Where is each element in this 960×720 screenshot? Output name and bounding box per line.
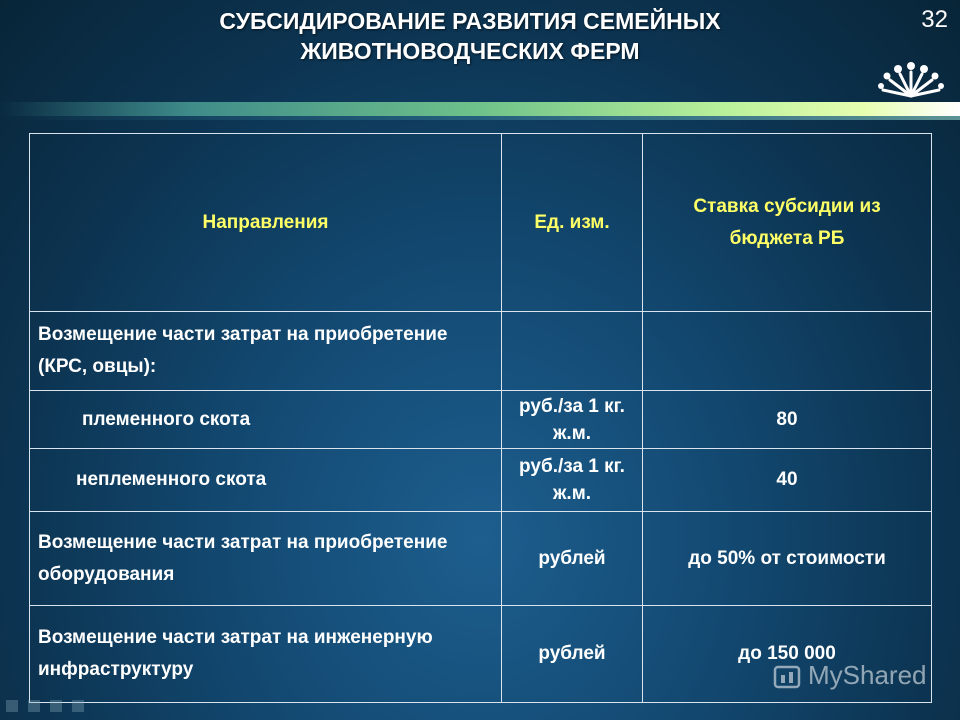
- row-rate: 80: [643, 391, 932, 449]
- slide-number: 32: [921, 6, 948, 33]
- header-rate: Ставка субсидии из бюджета РБ: [643, 134, 932, 312]
- row-unit: руб./за 1 кг. ж.м.: [502, 391, 643, 449]
- slide-title-line2: ЖИВОТНОВОДЧЕСКИХ ФЕРМ: [300, 38, 640, 64]
- header-divider-shadow: [0, 116, 960, 120]
- table-row: [30, 312, 932, 391]
- slide-title-line1: СУБСИДИРОВАНИЕ РАЗВИТИЯ СЕМЕЙНЫХ: [219, 8, 721, 34]
- row-direction: Возмещение части затрат на приобретение (КРС, овцы):: [30, 312, 502, 391]
- slide-title: [140, 6, 800, 66]
- row-rate: до 150 000: [643, 606, 932, 703]
- pen-icon[interactable]: [28, 700, 40, 712]
- row-unit: рублей: [502, 512, 643, 606]
- menu-icon[interactable]: [50, 700, 62, 712]
- row-rate: 40: [643, 449, 932, 512]
- next-slide-icon[interactable]: [72, 700, 84, 712]
- header-unit: Ед. изм.: [502, 134, 643, 312]
- row-direction: неплеменного скота: [30, 449, 502, 512]
- subsidy-table: [29, 133, 932, 703]
- prev-slide-icon[interactable]: [6, 700, 18, 712]
- kurai-flower-logo-icon: [878, 52, 944, 100]
- row-unit: рублей: [502, 606, 643, 703]
- myshared-logo-icon: [772, 661, 802, 691]
- header-directions: Направления: [30, 134, 502, 312]
- table-row: [30, 449, 932, 512]
- row-rate: до 50% от стоимости: [643, 512, 932, 606]
- row-direction: племенного скота: [30, 391, 502, 449]
- row-rate: [643, 312, 932, 391]
- watermark: [772, 660, 927, 691]
- table-header-row: [30, 134, 932, 312]
- slide-nav-controls[interactable]: [6, 700, 84, 712]
- row-direction: Возмещение части затрат на инженерную инфраструктуру: [30, 606, 502, 703]
- table-row: [30, 512, 932, 606]
- row-unit: [502, 312, 643, 391]
- header-divider: [0, 102, 960, 116]
- table-row: [30, 391, 932, 449]
- watermark-text: MyShared: [808, 660, 927, 690]
- row-direction: Возмещение части затрат на приобретение оборудования: [30, 512, 502, 606]
- row-unit: руб./за 1 кг. ж.м.: [502, 449, 643, 512]
